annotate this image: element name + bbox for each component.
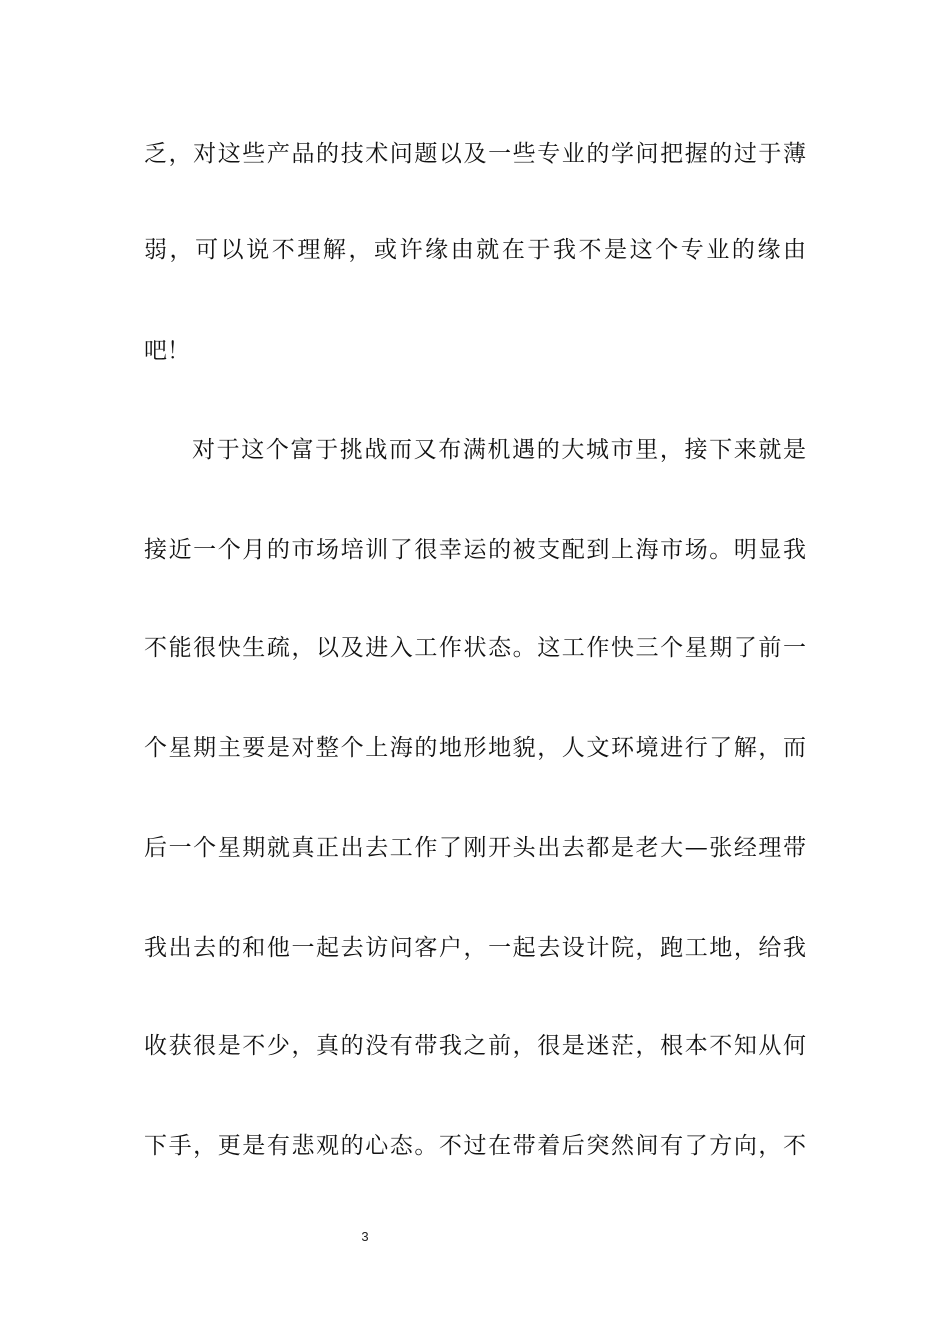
- text-line-1: 乏，对这些产品的技术问题以及一些专业的学问把握的过于薄: [144, 141, 806, 167]
- text-line-4: 对于这个富于挑战而又布满机遇的大城市里，接下来就是: [192, 437, 806, 463]
- text-line-3: 吧！: [144, 338, 190, 364]
- text-line-8: 后一个星期就真正出去工作了刚开头出去都是老大—张经理带: [144, 835, 806, 861]
- text-line-11: 下手，更是有悲观的心态。不过在带着后突然间有了方向，不: [144, 1133, 806, 1159]
- text-line-7: 个星期主要是对整个上海的地形地貌，人文环境进行了解，而: [144, 735, 806, 761]
- text-line-5: 接近一个月的市场培训了很幸运的被支配到上海市场。明显我: [144, 537, 806, 563]
- page-number: 3: [361, 1229, 369, 1244]
- text-line-9: 我出去的和他一起去访问客户，一起去设计院，跑工地，给我: [144, 935, 806, 961]
- text-line-2: 弱，可以说不理解，或许缘由就在于我不是这个专业的缘由: [144, 237, 806, 263]
- text-line-6: 不能很快生疏，以及进入工作状态。这工作快三个星期了前一: [144, 635, 806, 661]
- text-line-10: 收获很是不少，真的没有带我之前，很是迷茫，根本不知从何: [144, 1033, 806, 1059]
